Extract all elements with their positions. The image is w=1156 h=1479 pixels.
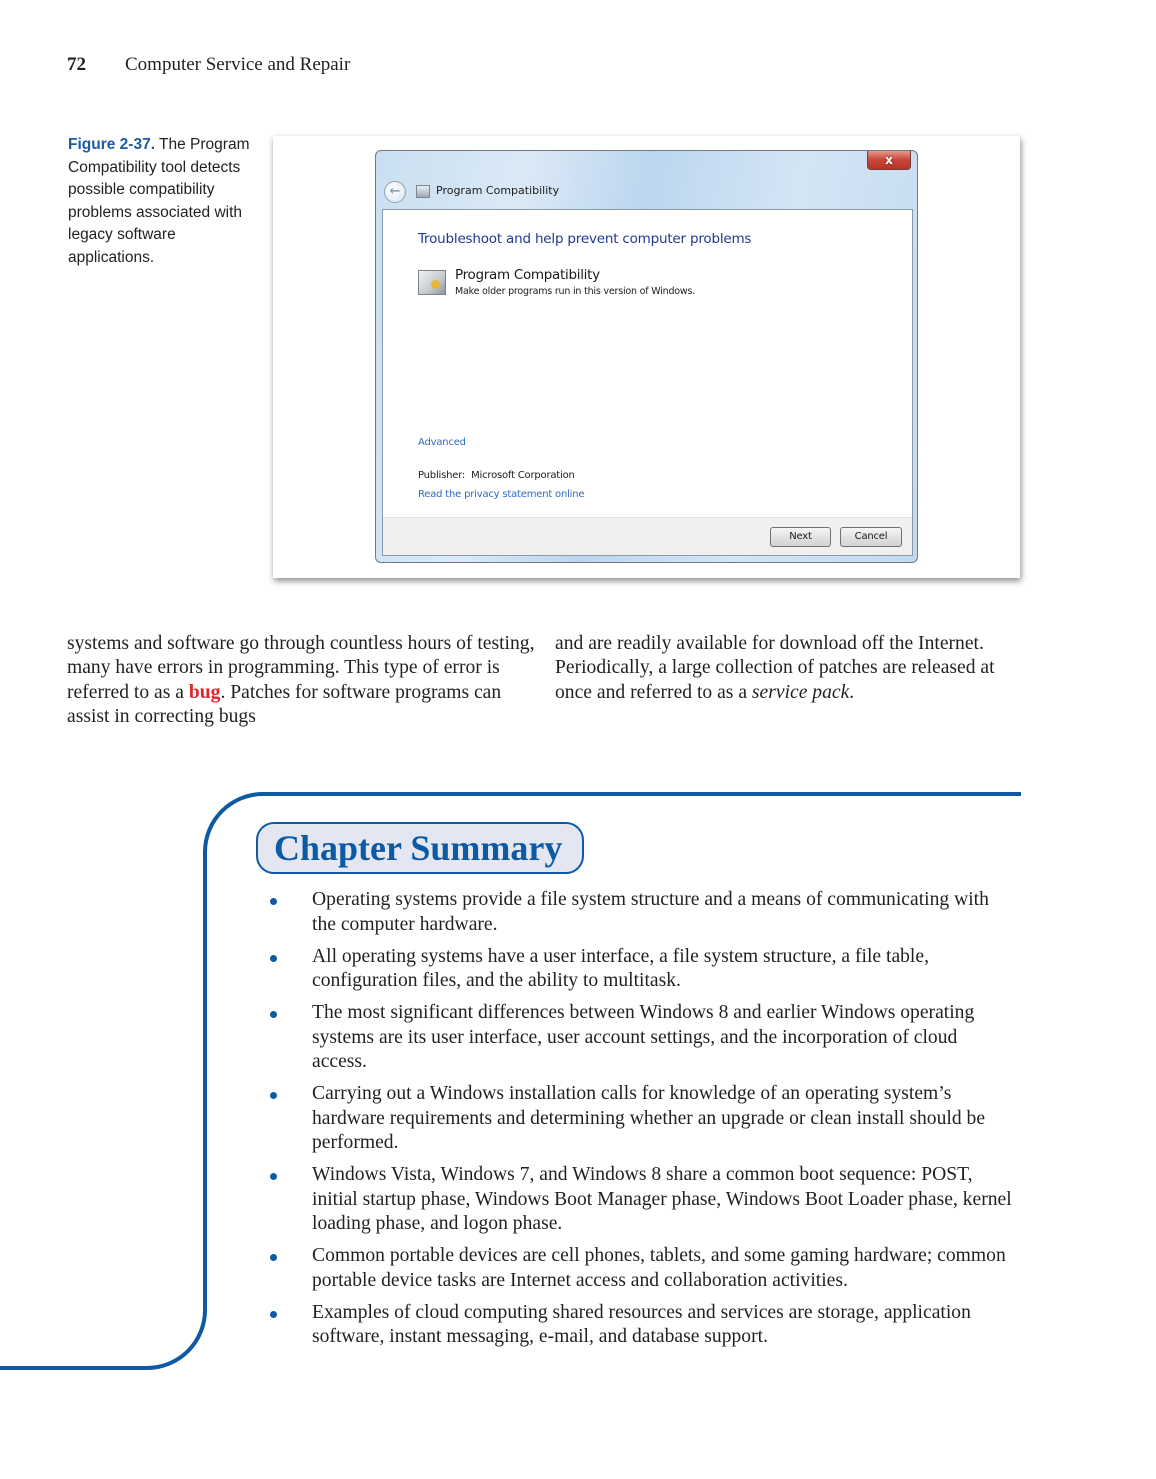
page-number: 72 <box>67 54 86 75</box>
book-title: Computer Service and Repair <box>125 54 351 75</box>
key-term-bug: bug <box>188 681 221 703</box>
summary-item-text: All operating systems have a user interface, a file system structure, a file table, configuration files, and the ability to multitask. <box>312 945 929 991</box>
body-text: systems and software go through countless hours of testing, many have errors in programming. This type of error is referred to as a <box>67 633 535 703</box>
summary-item <box>270 1001 1015 1075</box>
task-description: Make older programs run in this version of Windows. <box>455 286 696 297</box>
back-button[interactable] <box>384 181 406 203</box>
window-content <box>382 209 913 556</box>
window-heading: Troubleshoot and help prevent computer problems <box>418 231 752 247</box>
publisher-value: Microsoft Corporation <box>471 470 575 481</box>
bullet-icon <box>270 955 277 962</box>
summary-item <box>270 1082 1015 1156</box>
body-paragraph-left <box>67 632 537 730</box>
summary-item <box>270 1301 1015 1350</box>
bullet-icon <box>270 1092 277 1099</box>
bullet-icon <box>270 1254 277 1261</box>
figure-caption-text: The Program Compatibility tool detects possible compatibility problems associated with legacy software applications. <box>68 136 250 266</box>
body-text: . Patches for software programs can assist in correcting bugs <box>67 681 502 728</box>
close-icon: x <box>885 153 893 167</box>
running-head <box>67 54 350 76</box>
summary-item-text: Operating systems provide a file system structure and a means of communicating with the computer hardware. <box>312 889 989 935</box>
summary-item <box>270 1244 1015 1293</box>
window-title: Program Compatibility <box>436 184 560 197</box>
summary-item-text: The most significant differences between Windows 8 and earlier Windows operating systems are its user interface, user account settings, and the incorporation of cloud access. <box>312 1002 975 1072</box>
body-text: and are readily available for download off the Internet. Periodically, a large collection of patches are released at once and referred to as a <box>555 633 995 703</box>
chapter-summary-heading: Chapter Summary <box>256 822 584 874</box>
cancel-button[interactable]: Cancel <box>840 527 902 547</box>
summary-item <box>270 888 1015 937</box>
figure-caption <box>68 134 253 270</box>
summary-border-bottom <box>0 1290 207 1370</box>
bullet-icon <box>270 1011 277 1018</box>
privacy-statement-link[interactable]: Read the privacy statement online <box>418 489 585 500</box>
publisher-info <box>418 470 575 481</box>
bullet-icon <box>270 1173 277 1180</box>
chapter-summary-list <box>270 888 1015 1357</box>
summary-item-text: Common portable devices are cell phones, tablets, and some gaming hardware; common portable device tasks are Internet access and collaboration activities. <box>312 1245 1006 1291</box>
next-button[interactable]: Next <box>770 527 831 547</box>
back-arrow-icon: ← <box>389 184 401 199</box>
summary-item-text: Carrying out a Windows installation calls for knowledge of an operating system’s hardware requirements and determining whether an upgrade or clean install should be performed. <box>312 1083 986 1153</box>
program-compatibility-icon <box>416 185 430 198</box>
summary-border-left <box>203 880 207 1300</box>
italic-term-service-pack: service pack <box>751 681 850 703</box>
body-paragraph-right <box>555 632 1015 705</box>
summary-item <box>270 1163 1015 1237</box>
figure-label: Figure 2-37. <box>68 136 155 153</box>
bullet-icon <box>270 1311 277 1318</box>
advanced-link[interactable]: Advanced <box>418 437 466 448</box>
window-footer <box>383 517 912 555</box>
close-button[interactable] <box>867 151 911 170</box>
program-compatibility-window <box>375 150 918 563</box>
task-title[interactable]: Program Compatibility <box>455 267 600 283</box>
summary-item-text: Windows Vista, Windows 7, and Windows 8 share a common boot sequence: POST, initial startup phase, Windows Boot Manager phase, Windows Boot Loader phase, kernel loading phase, and logon phase. <box>312 1164 1012 1234</box>
compatibility-task-icon <box>418 270 446 295</box>
body-text: . <box>849 681 855 703</box>
publisher-label: Publisher: <box>418 470 466 481</box>
bullet-icon <box>270 898 277 905</box>
summary-item <box>270 945 1015 994</box>
summary-item-text: Examples of cloud computing shared resources and services are storage, application software, instant messaging, e-mail, and database support. <box>312 1301 971 1347</box>
